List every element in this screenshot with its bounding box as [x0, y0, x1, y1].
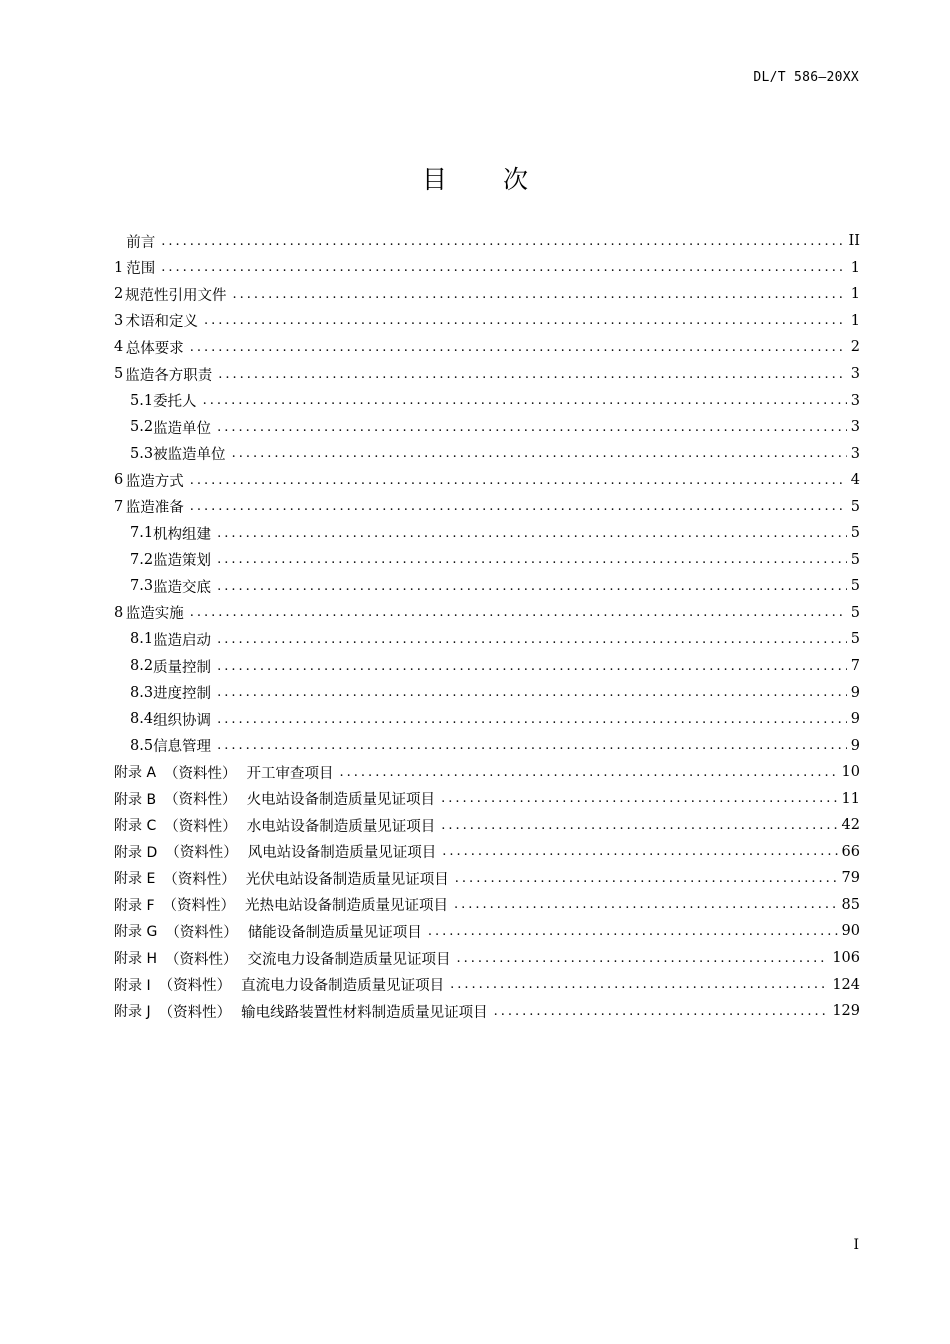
toc-entry-page: 2 [850, 339, 860, 356]
toc-dot-leader [441, 818, 837, 833]
toc-entry[interactable] [114, 440, 860, 467]
toc-appendix-note: （资料性） [158, 978, 232, 995]
toc-entry-number: 8 [114, 604, 124, 621]
toc-entry-title: 交流电力设备制造质量见证项目 [247, 951, 451, 968]
toc-entry-title: 监造准备 [125, 500, 184, 517]
toc-entry-number: 5.2 [130, 419, 154, 436]
toc-dot-leader [217, 632, 847, 647]
toc-entry-page: 3 [850, 419, 860, 436]
toc-title: 目 次 [422, 165, 552, 194]
toc-entry-page: 3 [850, 392, 860, 409]
toc-entry-page: 1 [850, 259, 860, 276]
toc-appendix-label: 附录 C [114, 818, 157, 835]
toc-appendix-label: 附录 F [114, 897, 155, 914]
toc-entry[interactable] [114, 626, 860, 653]
toc-entry-page: 42 [841, 817, 860, 834]
toc-entry-number: 8.4 [130, 711, 154, 728]
toc-entry-title: 总体要求 [125, 340, 184, 357]
toc-dot-leader [217, 552, 847, 567]
toc-entry[interactable] [114, 255, 860, 282]
toc-entry-title: 火电站设备制造质量见证项目 [246, 792, 436, 809]
toc-entry-number: 4 [114, 339, 124, 356]
toc-entry-title: 被监造单位 [153, 447, 226, 464]
toc-dot-leader [217, 579, 847, 594]
toc-dot-leader [232, 446, 847, 461]
toc-entry-page: II [848, 233, 860, 250]
toc-entry-page: 3 [850, 366, 860, 382]
toc-entry-number: 7.2 [130, 551, 154, 568]
toc-entry-number: 8.2 [130, 658, 154, 675]
toc-entry[interactable] [114, 839, 860, 866]
toc-appendix-label: 附录 H [114, 951, 157, 968]
toc-entry-number: 8.1 [130, 631, 154, 648]
toc-dot-leader [190, 340, 847, 355]
page-number: I [853, 1237, 859, 1253]
toc-dot-leader [456, 951, 828, 966]
toc-entry[interactable] [114, 334, 860, 361]
toc-dot-leader [190, 499, 847, 514]
toc-appendix-label: 附录 D [114, 844, 158, 861]
toc-appendix-note: （资料性） [165, 924, 238, 941]
toc-appendix-note: （资料性） [164, 818, 237, 835]
toc-dot-leader [217, 659, 847, 674]
toc-entry-number: 1 [114, 259, 124, 276]
toc-entry-title: 监造启动 [153, 632, 212, 649]
toc-entry-page: 10 [841, 764, 860, 781]
toc-entry[interactable] [114, 493, 860, 520]
toc-dot-leader [450, 977, 828, 992]
toc-dot-leader [190, 473, 847, 488]
toc-entry-title: 规范性引用文件 [124, 287, 227, 304]
toc-entry-title: 监造各方职责 [125, 367, 213, 384]
toc-entry[interactable] [114, 812, 860, 839]
toc-entry[interactable] [114, 918, 860, 945]
toc-entry[interactable] [114, 971, 860, 998]
toc-dot-leader [218, 367, 847, 382]
toc-entry[interactable] [114, 520, 860, 547]
toc-entry[interactable] [114, 759, 860, 786]
toc-entry-title: 监造交底 [153, 579, 212, 596]
toc-entry-page: 129 [832, 1003, 860, 1020]
toc-dot-leader [161, 234, 844, 249]
toc-entry-title: 术语和定义 [125, 314, 198, 331]
toc-entry[interactable] [114, 361, 860, 388]
toc-dot-leader [217, 420, 847, 435]
toc-entry-title: 开工审查项目 [246, 765, 334, 782]
toc-entry-page: 11 [841, 790, 860, 807]
toc-entry-title: 光伏电站设备制造质量见证项目 [245, 871, 449, 888]
toc-dot-leader [494, 1004, 829, 1019]
toc-entry[interactable] [114, 228, 860, 255]
toc-entry-number: 7.1 [130, 525, 154, 542]
toc-entry[interactable] [114, 653, 860, 680]
toc-appendix-label: 附录 B [114, 791, 157, 808]
toc-entry-number: 7 [114, 498, 124, 515]
toc-entry-page: 79 [841, 870, 860, 887]
toc-entry-number: 8.3 [130, 684, 154, 701]
toc-entry-page: 9 [850, 711, 860, 728]
toc-entry-title: 委托人 [153, 394, 197, 411]
toc-entry[interactable] [114, 308, 860, 335]
toc-entry-page: 9 [850, 737, 860, 754]
toc-entry[interactable] [114, 945, 860, 972]
toc-entry[interactable] [114, 865, 860, 892]
toc-entry-number: 8.5 [130, 737, 154, 754]
toc-entry-page: 5 [850, 498, 860, 515]
toc-entry-page: 1 [850, 286, 860, 303]
toc-entry[interactable] [114, 547, 860, 574]
toc-entry-title: 光热电站设备制造质量见证项目 [245, 898, 449, 915]
toc-dot-leader [217, 712, 847, 727]
toc-dot-leader [217, 526, 847, 541]
toc-entry-number: 5.1 [130, 392, 154, 409]
toc-entry-title: 输电线路装置性材料制造质量见证项目 [241, 1004, 488, 1021]
toc-dot-leader [190, 605, 847, 620]
toc-entry-number: 2 [114, 286, 124, 303]
toc-entry-page: 124 [832, 976, 860, 993]
toc-entry-title: 水电站设备制造质量见证项目 [246, 818, 436, 835]
toc-entry-title: 范围 [126, 261, 156, 278]
toc-entry-number: 5.3 [130, 445, 154, 462]
toc-entry-page: 4 [850, 472, 860, 489]
toc-appendix-note: （资料性） [164, 792, 237, 809]
toc-dot-leader [161, 260, 847, 275]
toc-entry[interactable] [114, 573, 860, 600]
toc-appendix-note: （资料性） [164, 951, 238, 968]
toc-entry-page: 5 [850, 604, 860, 621]
toc-appendix-note: （资料性） [162, 898, 236, 915]
toc-entry-page: 66 [841, 843, 860, 860]
toc-entry-page: 90 [841, 923, 860, 940]
toc-dot-leader [217, 685, 847, 700]
toc-entry-page: 3 [850, 445, 860, 462]
toc-appendix-label: 附录 I [114, 977, 151, 994]
toc-entry[interactable] [114, 998, 860, 1025]
toc-dot-leader [454, 897, 838, 912]
toc-entry-page: 106 [832, 950, 860, 967]
toc-entry-title: 储能设备制造质量见证项目 [247, 924, 422, 941]
toc-entry-title: 风电站设备制造质量见证项目 [247, 845, 437, 862]
toc-dot-leader [203, 393, 847, 408]
toc-dot-leader [217, 738, 847, 753]
toc-entry-title: 信息管理 [153, 739, 212, 756]
table-of-contents [114, 228, 860, 1024]
toc-dot-leader [340, 765, 838, 780]
toc-entry[interactable] [114, 706, 860, 733]
toc-entry-title: 质量控制 [153, 659, 212, 676]
toc-entry-title: 组织协调 [153, 712, 212, 729]
toc-entry[interactable] [114, 414, 860, 441]
toc-entry[interactable] [114, 892, 860, 919]
toc-entry[interactable] [114, 732, 860, 759]
toc-entry-title: 监造单位 [153, 420, 212, 437]
toc-entry-title: 监造策划 [153, 553, 212, 570]
toc-entry-title: 进度控制 [153, 686, 212, 703]
toc-entry-number: 7.3 [130, 578, 154, 595]
toc-entry-title: 直流电力设备制造质量见证项目 [241, 978, 445, 995]
toc-entry-page: 1 [850, 312, 860, 329]
toc-entry-number: 6 [114, 472, 124, 489]
toc-entry-title: 机构组建 [153, 526, 212, 543]
toc-dot-leader [455, 871, 838, 886]
toc-appendix-note: （资料性） [164, 765, 237, 782]
toc-appendix-label: 附录 J [114, 1004, 151, 1021]
toc-entry-page: 5 [850, 631, 860, 648]
toc-entry-title: 前言 [126, 234, 156, 251]
toc-dot-leader [441, 791, 837, 806]
toc-entry-page: 9 [850, 684, 860, 701]
toc-entry[interactable] [114, 467, 860, 494]
document-code: DL/T 586—20XX [753, 70, 859, 85]
toc-appendix-label: 附录 G [114, 924, 158, 941]
toc-entry-number: 3 [114, 312, 124, 329]
toc-entry-page: 85 [841, 896, 860, 913]
toc-entry-title: 监造方式 [125, 473, 184, 490]
toc-dot-leader [204, 313, 847, 328]
toc-entry[interactable] [114, 387, 860, 414]
toc-appendix-label: 附录 E [114, 871, 156, 888]
toc-dot-leader [442, 844, 837, 859]
toc-entry-page: 5 [850, 578, 860, 595]
toc-dot-leader [428, 924, 838, 939]
toc-appendix-label: 附录 A [114, 765, 157, 782]
toc-dot-leader [232, 287, 846, 302]
toc-entry-title: 监造实施 [125, 606, 184, 623]
toc-entry[interactable] [114, 679, 860, 706]
toc-appendix-note: （资料性） [158, 1004, 232, 1021]
toc-entry[interactable] [114, 281, 860, 308]
toc-entry-page: 5 [850, 525, 860, 542]
toc-entry[interactable] [114, 600, 860, 627]
toc-entry-page: 5 [850, 551, 860, 568]
toc-appendix-note: （资料性） [163, 871, 236, 888]
toc-entry-page: 7 [850, 658, 860, 675]
toc-appendix-note: （资料性） [165, 845, 238, 862]
toc-entry[interactable] [114, 785, 860, 812]
toc-entry-number: 5 [114, 366, 124, 382]
